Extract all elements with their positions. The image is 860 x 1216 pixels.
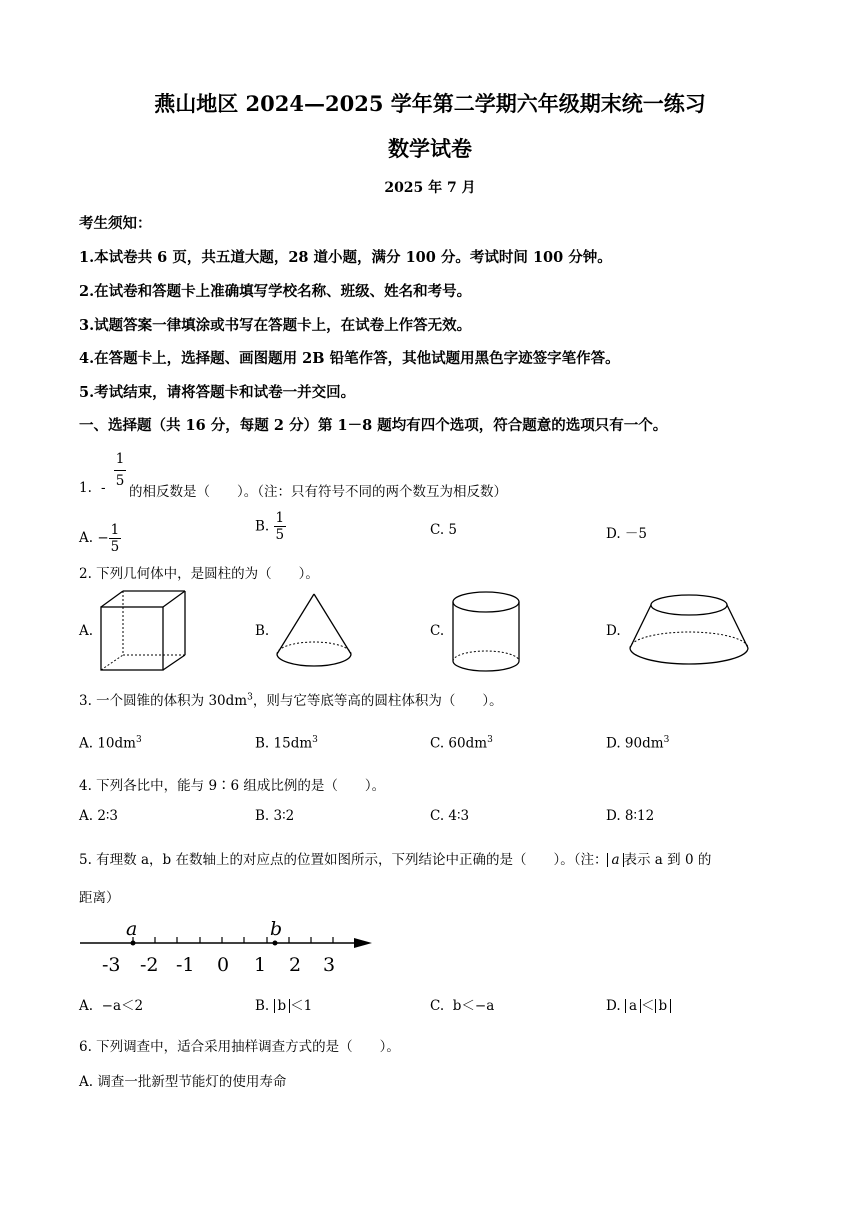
q1-option-a: [79, 522, 121, 555]
note-item: 1.本试卷共 6 页，共五道大题，28 道小题，满分 100 分。考试时间 100 分钟。: [79, 249, 612, 266]
abs-value: a: [607, 853, 623, 867]
q1-text: 的相反数是（ ）。（注：只有符号不同的两个数互为相反数）: [129, 484, 507, 500]
q2-option-c: C.: [430, 623, 445, 639]
note-item: 3.试题答案一律填涂或书写在答题卡上，在试卷上作答无效。: [79, 317, 472, 334]
question-2: 2. 下列几何体中，是圆柱的为（ ）。: [79, 566, 319, 582]
fraction-den: 5: [275, 527, 285, 543]
q4-option-b: B. 3∶2: [255, 808, 295, 824]
q3-option-a: [79, 735, 142, 752]
option-fraction: [109, 522, 122, 555]
option-text: C. 60: [430, 735, 466, 752]
option-text: D. 90: [606, 735, 643, 752]
unit: dm: [465, 735, 488, 752]
q4-option-c: C. 4∶3: [430, 808, 470, 824]
q1-option-b: [255, 510, 286, 543]
q5-option-c: [430, 994, 494, 1014]
q1-option-c: C. 5: [430, 522, 458, 538]
q1-option-d: D. －5: [606, 526, 648, 542]
option-text: A. 10: [79, 735, 115, 752]
tick-label: -1: [176, 954, 195, 976]
point-b-label: b: [270, 918, 283, 940]
q5-text: 5. 有理数 a，b 在数轴上的对应点的位置如图所示，下列结论中正确的是（ ）。（注：: [79, 852, 608, 868]
option-sign: −: [97, 530, 109, 546]
unit: dm: [642, 735, 664, 752]
cone-figure: [272, 590, 356, 674]
exam-title: 燕山地区 2024—2025 学年第二学期六年级期末统一练习: [154, 91, 706, 116]
tick-label: 0: [217, 954, 230, 976]
q3-text-after: ，则与它等底等高的圆柱体积为（ ）。: [252, 693, 503, 709]
unit-exponent: 3: [247, 692, 253, 703]
option-expr: b＜−a: [452, 998, 495, 1014]
q3-text: 3. 一个圆锥的体积为 30: [79, 693, 226, 709]
tick-label: 1: [254, 954, 267, 976]
note-item: 5.考试结束，请将答题卡和试卷一并交回。: [79, 384, 356, 401]
q2-option-a: A.: [79, 623, 94, 639]
fraction-den: 5: [110, 539, 120, 555]
question-5: [79, 848, 711, 868]
abs-value: a: [625, 999, 641, 1013]
q4-option-a: A. 2∶3: [79, 808, 119, 824]
cylinder-figure: [448, 588, 528, 676]
unit-exponent: 3: [487, 735, 493, 745]
abs-value: b: [655, 999, 672, 1013]
note-item: 2.在试卷和答题卡上准确填写学校名称、班级、姓名和考号。: [79, 283, 472, 300]
q3-option-b: [255, 735, 318, 752]
tick-label: 3: [323, 954, 336, 976]
q2-option-b: B.: [255, 623, 270, 639]
q3-option-d: [606, 735, 669, 752]
unit: dm: [290, 735, 313, 752]
q4-option-d: D. 8∶12: [606, 808, 655, 824]
unit: dm: [114, 735, 136, 752]
q5-text-line2: 距离）: [79, 890, 120, 906]
option-fraction: [274, 510, 287, 543]
option-label: C.: [430, 998, 445, 1014]
q1-fraction-bar: [114, 470, 126, 471]
point-a-label: a: [126, 918, 138, 940]
tick-label: -2: [140, 954, 159, 976]
section-heading: 一、选择题（共 16 分，每题 2 分）第 1－8 题均有四个选项，符合题意的选项只有一个。: [79, 417, 668, 434]
exam-date: 2025 年 7 月: [384, 180, 476, 196]
q1-fraction-den: 5: [115, 473, 125, 489]
q3-option-c: [430, 735, 493, 752]
q5-option-a: [79, 994, 143, 1014]
question-1: [79, 451, 779, 501]
unit-exponent: 3: [312, 735, 318, 745]
q6-option-a: A. 调查一批新型节能灯的使用寿命: [79, 1074, 287, 1090]
option-expr: ＜1: [290, 998, 313, 1014]
option-text: B. 15: [255, 735, 291, 752]
option-label: B.: [255, 518, 270, 535]
option-label: B.: [255, 998, 270, 1014]
abs-value: b: [274, 999, 291, 1013]
tick-label: -3: [102, 954, 121, 976]
point-a: [131, 941, 136, 946]
q2-option-d: D.: [606, 623, 621, 639]
unit-exponent: 3: [663, 735, 670, 745]
cube-figure: [95, 588, 195, 676]
q1-fraction-num: 1: [115, 451, 125, 467]
option-expr: ＜: [641, 998, 655, 1014]
question-3: [79, 689, 503, 709]
q5-text-after: 表示 a 到 0 的: [623, 852, 712, 868]
note-item: 4.在答题卡上，选择题、画图题用 2B 铅笔作答，其他试题用黑色字迹签字笔作答。: [79, 350, 620, 367]
point-b: [273, 941, 278, 946]
arrow-icon: [354, 938, 372, 948]
option-expr: −a＜2: [101, 998, 144, 1014]
number-line: [78, 916, 378, 976]
unit-exponent: 3: [135, 735, 142, 745]
option-label: A.: [79, 998, 94, 1014]
option-label: A.: [79, 530, 94, 546]
unit: dm: [225, 693, 248, 709]
tick-label: 2: [289, 954, 302, 976]
question-4: 4. 下列各比中，能与 9∶6 组成比例的是（ ）。: [79, 778, 386, 794]
notes-heading: 考生须知：: [79, 215, 152, 232]
exam-subtitle: 数学试卷: [388, 136, 472, 161]
q1-sign: -: [101, 480, 106, 496]
fraction-num: 1: [275, 510, 285, 526]
fraction-num: 1: [110, 522, 120, 538]
question-6: 6. 下列调查中，适合采用抽样调查方式的是（ ）。: [79, 1039, 400, 1055]
frustum-figure: [626, 592, 752, 672]
q1-number: 1.: [79, 480, 92, 496]
q5-option-b: [255, 994, 312, 1014]
option-label: D.: [606, 998, 621, 1014]
q5-option-d: [606, 994, 671, 1014]
